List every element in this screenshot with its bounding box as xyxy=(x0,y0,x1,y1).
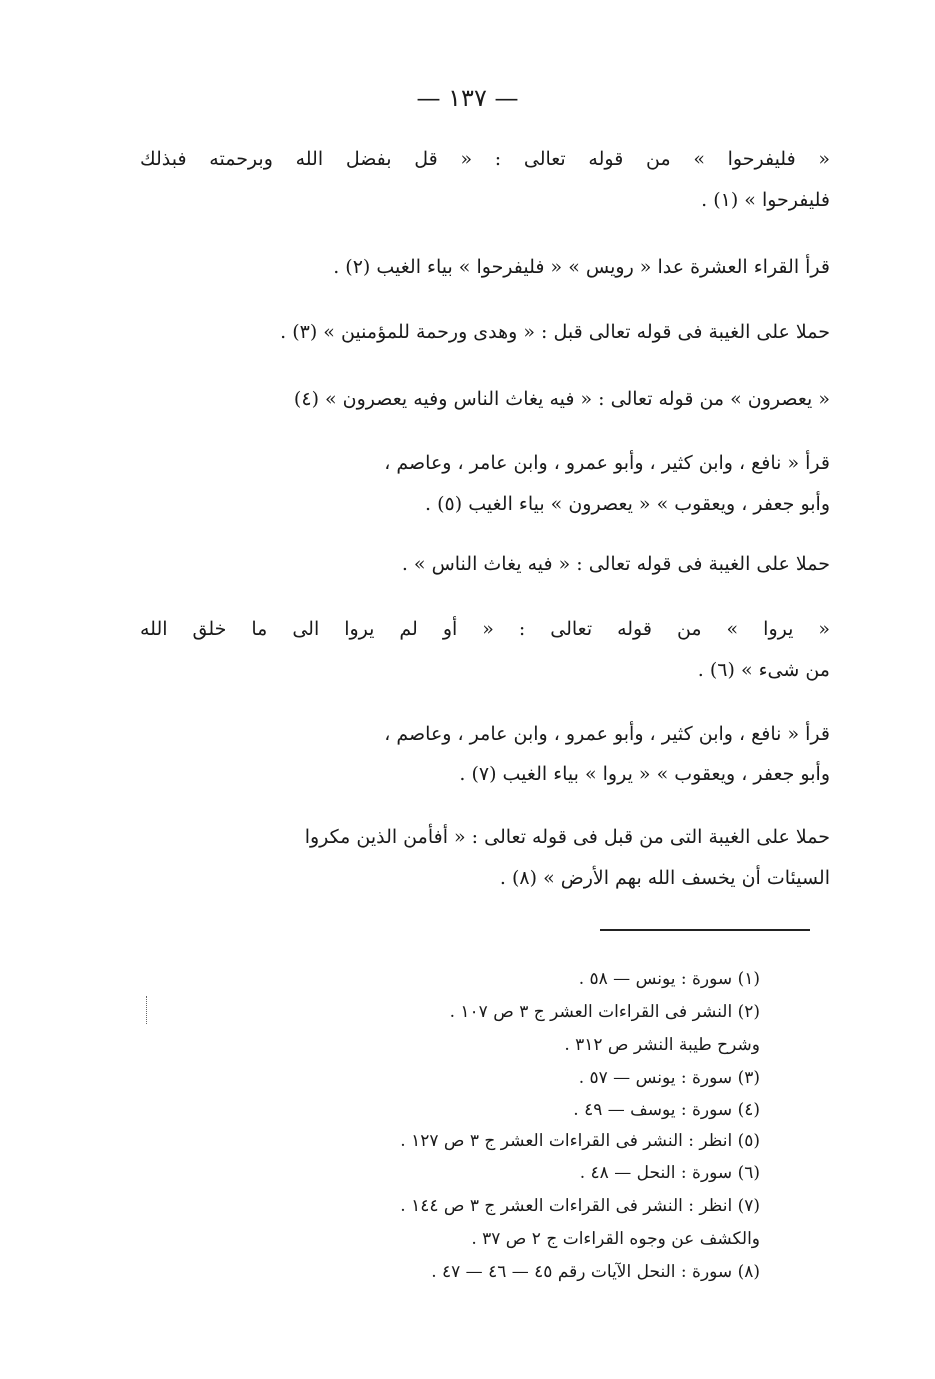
paragraph-3: حملا على الغيبة فى قوله تعالى قبل : « وهدى ورحمة للمؤمنين » (٣) . xyxy=(280,321,830,343)
footnote-separator xyxy=(600,929,810,931)
footnote-5: (٥) انظر : النشر فى القراءات العشر ج ٣ ص ١٢٧ . xyxy=(400,1131,760,1151)
paragraph-2: قرأ القراء العشرة عدا « رويس » « فليفرحوا » بياء الغيب (٢) . xyxy=(333,256,830,278)
paragraph-1-line-2: فليفرحوا » (١) . xyxy=(701,189,830,211)
paragraph-9-line-1: حملا على الغيبة التى من قبل فى قوله تعالى : « أفأمن الذين مكروا xyxy=(304,826,830,848)
paragraph-5-line-1: قرأ « نافع ، وابن كثير ، وأبو عمرو ، وابن عامر ، وعاصم ، xyxy=(384,452,830,474)
footnote-6: (٦) سورة : النحل — ٤٨ . xyxy=(579,1163,760,1183)
paragraph-9-line-2: السيئات أن يخسف الله بهم الأرض » (٨) . xyxy=(499,867,830,889)
footnote-7-continuation: والكشف عن وجوه القراءات ج ٢ ص ٣٧ . xyxy=(471,1229,760,1249)
paragraph-7-line-1: « يروا » من قوله تعالى : « أو لم يروا الى ما خلق الله xyxy=(140,618,830,640)
paragraph-1-line-1: « فليفرحوا » من قوله تعالى : « قل بفضل الله وبرحمته فبذلك xyxy=(140,148,830,170)
margin-mark xyxy=(146,996,149,1024)
paragraph-8-line-1: قرأ « نافع ، وابن كثير ، وأبو عمرو ، وابن عامر ، وعاصم ، xyxy=(384,723,830,745)
paragraph-6: حملا على الغيبة فى قوله تعالى : « فيه يغاث الناس » . xyxy=(401,553,830,575)
page-number: — ١٣٧ — xyxy=(416,84,519,112)
paragraph-4: « يعصرون » من قوله تعالى : « فيه يغاث الناس وفيه يعصرون » (٤) xyxy=(293,388,830,410)
footnote-7: (٧) انظر : النشر فى القراءات العشر ج ٣ ص ١٤٤ . xyxy=(400,1196,760,1216)
footnote-3: (٣) سورة : يونس — ٥٧ . xyxy=(578,1068,760,1088)
footnote-1: (١) سورة : يونس — ٥٨ . xyxy=(578,969,760,989)
footnote-4: (٤) سورة : يوسف — ٤٩ . xyxy=(573,1100,760,1120)
paragraph-5-line-2: وأبو جعفر ، ويعقوب » « يعصرون » بياء الغيب (٥) . xyxy=(425,493,830,515)
footnote-8: (٨) سورة : النحل الآيات رقم ٤٥ — ٤٦ — ٤٧ . xyxy=(431,1262,760,1282)
paragraph-8-line-2: وأبو جعفر ، ويعقوب » « يروا » بياء الغيب (٧) . xyxy=(459,763,830,785)
paragraph-7-line-2: من شىء » (٦) . xyxy=(697,659,830,681)
footnote-2-continuation: وشرح طيبة النشر ص ٣١٢ . xyxy=(564,1035,760,1055)
footnote-2: (٢) النشر فى القراءات العشر ج ٣ ص ١٠٧ . xyxy=(449,1002,760,1022)
